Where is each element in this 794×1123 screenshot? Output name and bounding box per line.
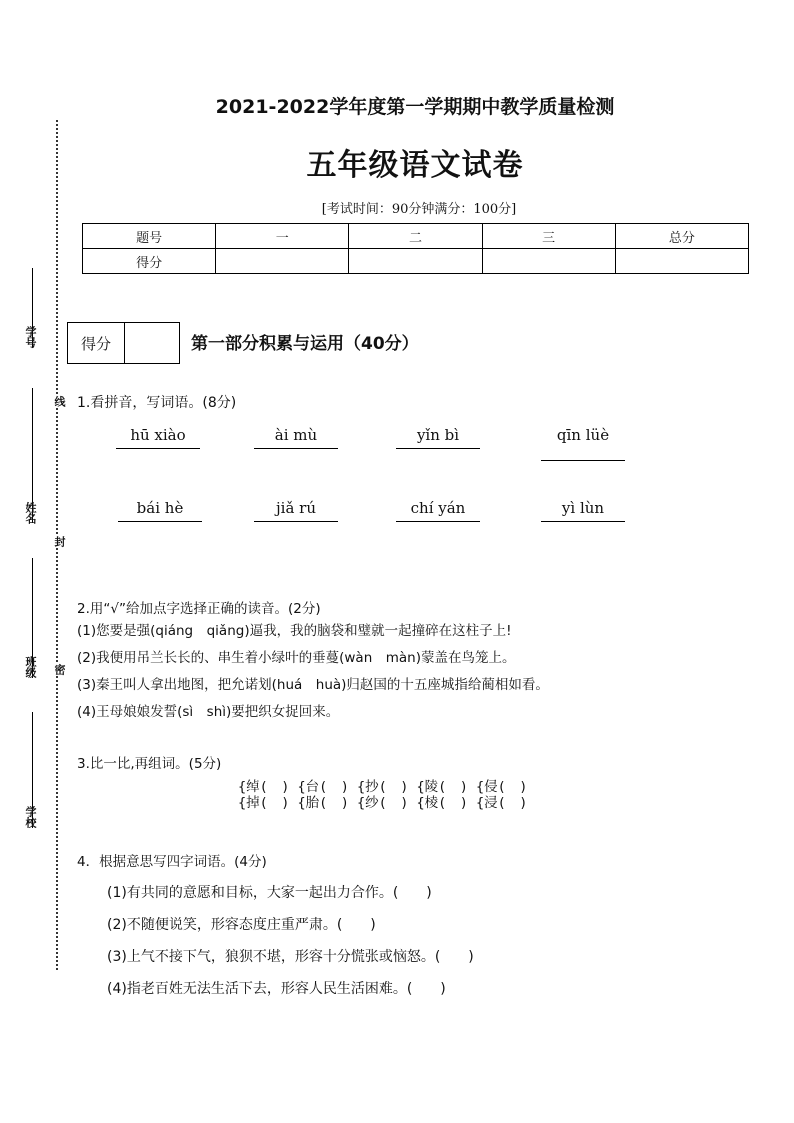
answer-line[interactable] <box>116 448 200 449</box>
name-label: 姓名 <box>24 502 37 524</box>
pinyin-item: yì lùn <box>541 499 625 522</box>
pinyin-item: ài mù <box>254 426 338 449</box>
exam-title: 2021-2022学年度第一学期期中教学质量检测 <box>215 96 615 118</box>
table-cell: 三 <box>482 224 615 249</box>
q4-item: (2)不随便说笑，形容态度庄重严肃。( ) <box>107 917 376 933</box>
seal-mi-label: 密 <box>53 664 66 675</box>
student-id-label: 学号 <box>24 326 37 348</box>
q1-title: 1.看拼音，写词语。(8分) <box>77 395 237 411</box>
answer-line[interactable] <box>396 448 480 449</box>
exam-subtitle: 五年级语文试卷 <box>306 148 524 183</box>
class-label: 班级 <box>24 656 37 678</box>
table-cell: 一 <box>216 224 349 249</box>
q2-item: (4)王母娘娘发誓(sì shì)要把织女捉回来。 <box>77 704 340 720</box>
q4-item: (3)上气不接下气，狼狈不堪，形容十分慌张或恼怒。( ) <box>107 949 474 965</box>
seal-line-label: 线 <box>53 396 66 407</box>
table-row <box>83 224 749 249</box>
seal-seal-label: 封 <box>53 536 66 547</box>
answer-line[interactable] <box>541 460 625 461</box>
q4-title: 4．根据意思写四字词语。(4分) <box>77 854 267 870</box>
score-input-cell[interactable] <box>615 249 748 274</box>
q2-item: (1)您要是强(qiáng qiǎng)逼我，我的脑袋和璧就一起撞碎在这柱子上! <box>77 623 512 639</box>
table-cell: 得分 <box>83 249 216 274</box>
pinyin-item: yǐn bì <box>396 426 480 449</box>
score-table <box>82 223 749 274</box>
answer-line[interactable] <box>118 521 202 522</box>
pinyin-item: jiǎ rú <box>254 499 338 522</box>
q2-title: 2.用“√”给加点字选择正确的读音。(2分) <box>77 601 321 617</box>
part-score-input[interactable] <box>125 323 179 363</box>
answer-line[interactable] <box>254 521 338 522</box>
pinyin-item: chí yán <box>396 499 480 522</box>
table-cell: 总分 <box>615 224 748 249</box>
part-score-box <box>67 322 180 364</box>
part-score-label: 得分 <box>68 323 125 363</box>
q3-compare-bottom: {掉( ) {胎( ) {纱( ) {棱( ) {浸( ) <box>238 795 528 811</box>
answer-line[interactable] <box>541 521 625 522</box>
pinyin-item: hū xiào <box>116 426 200 449</box>
q2-item: (2)我便用吊兰长长的、串生着小绿叶的垂蔓(wàn màn)蒙盖在鸟笼上。 <box>77 650 516 666</box>
q3-compare-top: {绰( ) {台( ) {抄( ) {陵( ) {侵( ) <box>238 779 528 795</box>
table-cell: 题号 <box>83 224 216 249</box>
q4-item: (1)有共同的意愿和目标，大家一起出力合作。( ) <box>107 885 432 901</box>
part-title: 第一部分积累与运用（40分） <box>191 334 419 354</box>
score-input-cell[interactable] <box>349 249 482 274</box>
q2-item: (3)秦王叫人拿出地图，把允诺划(huá huà)归赵国的十五座城指给蔺相如看。 <box>77 677 549 693</box>
school-label: 学校 <box>24 806 37 828</box>
pinyin-item: qīn lüè <box>541 426 625 461</box>
score-input-cell[interactable] <box>482 249 615 274</box>
table-cell: 二 <box>349 224 482 249</box>
pinyin-item: bái hè <box>118 499 202 522</box>
answer-line[interactable] <box>396 521 480 522</box>
exam-info: [考试时间：90分钟满分：100分] <box>321 202 517 217</box>
q3-title: 3.比一比,再组词。(5分) <box>77 756 222 772</box>
answer-line[interactable] <box>254 448 338 449</box>
table-row <box>83 249 749 274</box>
score-input-cell[interactable] <box>216 249 349 274</box>
q4-item: (4)指老百姓无法生活下去，形容人民生活困难。( ) <box>107 981 446 997</box>
